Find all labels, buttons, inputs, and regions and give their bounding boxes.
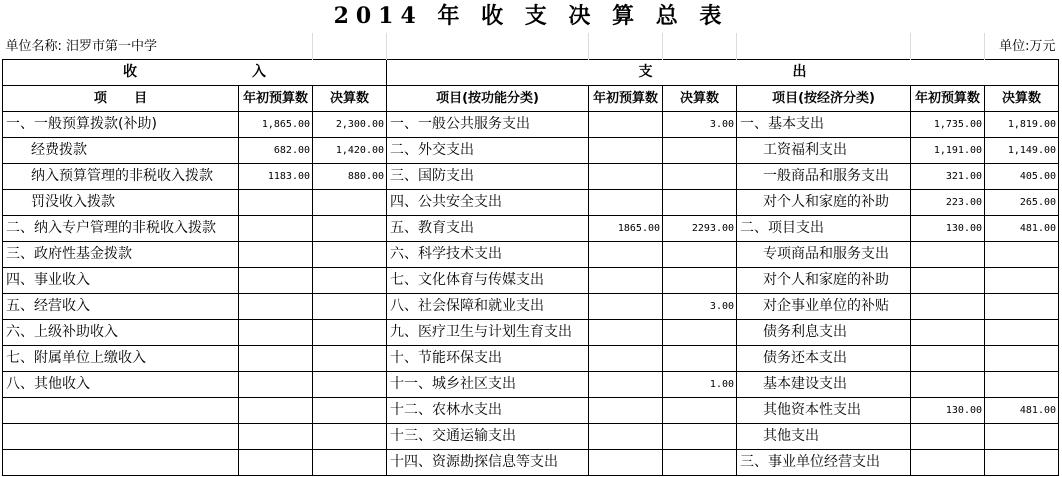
income-final-cell — [313, 268, 387, 294]
income-final-cell — [313, 372, 387, 398]
econ-final-cell — [985, 346, 1059, 372]
org-info — [3, 33, 313, 60]
econ-item-cell: 一般商品和服务支出 — [737, 164, 911, 190]
org-label: 单位名称: — [5, 38, 62, 54]
econ-budget-cell: 321.00 — [911, 164, 985, 190]
table-row — [3, 216, 1059, 242]
econ-item-cell: 债务利息支出 — [737, 320, 911, 346]
econ-budget-cell: 1,191.00 — [911, 138, 985, 164]
income-budget-cell — [239, 346, 313, 372]
func-budget-cell: 1865.00 — [589, 216, 663, 242]
func-budget-cell — [589, 372, 663, 398]
func-item-cell: 八、社会保障和就业支出 — [387, 294, 589, 320]
econ-item-cell: 对个人和家庭的补助 — [737, 268, 911, 294]
func-final-cell — [663, 138, 737, 164]
org-name: 汨罗市第一中学 — [66, 38, 158, 54]
expense-header-b: 出 — [792, 64, 807, 80]
income-final-cell — [313, 424, 387, 450]
income-item-cell: 六、上级补助收入 — [3, 320, 239, 346]
func-final-cell — [663, 346, 737, 372]
func-item-cell: 十三、交通运输支出 — [387, 424, 589, 450]
func-budget-cell — [589, 294, 663, 320]
econ-item-cell: 债务还本支出 — [737, 346, 911, 372]
income-item-cell: 罚没收入拨款 — [3, 190, 239, 216]
income-budget-cell — [239, 398, 313, 424]
income-final-cell: 2,300.00 — [313, 112, 387, 138]
func-budget-cell — [589, 242, 663, 268]
econ-final-cell: 481.00 — [985, 398, 1059, 424]
func-final-cell — [663, 242, 737, 268]
econ-item-cell: 一、基本支出 — [737, 112, 911, 138]
func-item-cell: 十一、城乡社区支出 — [387, 372, 589, 398]
econ-final-cell: 1,819.00 — [985, 112, 1059, 138]
func-budget-cell — [589, 268, 663, 294]
income-budget-cell — [239, 320, 313, 346]
econ-budget-cell — [911, 268, 985, 294]
econ-budget-cell — [911, 242, 985, 268]
data-rows — [3, 112, 1059, 476]
unit-label: 单位:万元 — [999, 38, 1056, 54]
econ-budget-cell — [911, 424, 985, 450]
income-budget-cell — [239, 372, 313, 398]
expense-header-a: 支 — [638, 64, 653, 80]
table-row — [3, 346, 1059, 372]
income-item-cell: 四、事业收入 — [3, 268, 239, 294]
expense-section-header — [387, 60, 1059, 86]
income-budget-cell: 1,865.00 — [239, 112, 313, 138]
econ-item-cell: 对个人和家庭的补助 — [737, 190, 911, 216]
func-budget-cell — [589, 190, 663, 216]
table-row — [3, 242, 1059, 268]
unit-row — [3, 33, 1059, 60]
table-row — [3, 164, 1059, 190]
income-budget-cell — [239, 424, 313, 450]
func-final-cell — [663, 450, 737, 476]
func-item-cell: 三、国防支出 — [387, 164, 589, 190]
col-income-final: 决算数 — [313, 86, 387, 112]
col-func-final: 决算数 — [663, 86, 737, 112]
func-final-cell: 3.00 — [663, 294, 737, 320]
table-row — [3, 424, 1059, 450]
income-final-cell — [313, 320, 387, 346]
income-budget-cell — [239, 268, 313, 294]
econ-budget-cell: 130.00 — [911, 216, 985, 242]
econ-final-cell — [985, 268, 1059, 294]
econ-item-cell: 二、项目支出 — [737, 216, 911, 242]
econ-final-cell — [985, 372, 1059, 398]
table-row — [3, 450, 1059, 476]
income-item-cell — [3, 450, 239, 476]
table-row — [3, 294, 1059, 320]
column-header-row — [3, 86, 1059, 112]
econ-budget-cell — [911, 450, 985, 476]
income-final-cell — [313, 216, 387, 242]
func-budget-cell — [589, 138, 663, 164]
income-budget-cell — [239, 450, 313, 476]
func-final-cell — [663, 164, 737, 190]
func-final-cell — [663, 320, 737, 346]
econ-final-cell — [985, 320, 1059, 346]
table-row — [3, 320, 1059, 346]
income-budget-cell: 682.00 — [239, 138, 313, 164]
income-item-cell: 一、一般预算拨款(补助) — [3, 112, 239, 138]
func-item-cell: 四、公共安全支出 — [387, 190, 589, 216]
econ-final-cell: 405.00 — [985, 164, 1059, 190]
func-budget-cell — [589, 112, 663, 138]
income-final-cell — [313, 190, 387, 216]
econ-item-cell: 专项商品和服务支出 — [737, 242, 911, 268]
col-econ-final: 决算数 — [985, 86, 1059, 112]
func-item-cell: 五、教育支出 — [387, 216, 589, 242]
income-budget-cell — [239, 190, 313, 216]
table-row — [3, 398, 1059, 424]
econ-budget-cell — [911, 294, 985, 320]
col-econ-item: 项目(按经济分类) — [737, 86, 911, 112]
income-final-cell — [313, 398, 387, 424]
income-final-cell — [313, 294, 387, 320]
func-final-cell: 2293.00 — [663, 216, 737, 242]
table-row — [3, 268, 1059, 294]
econ-budget-cell — [911, 320, 985, 346]
econ-item-cell: 基本建设支出 — [737, 372, 911, 398]
func-budget-cell — [589, 320, 663, 346]
econ-budget-cell: 223.00 — [911, 190, 985, 216]
col-func-budget: 年初预算数 — [589, 86, 663, 112]
econ-final-cell — [985, 424, 1059, 450]
income-item-cell — [3, 398, 239, 424]
func-item-cell: 六、科学技术支出 — [387, 242, 589, 268]
income-item-cell: 七、附属单位上缴收入 — [3, 346, 239, 372]
func-item-cell: 九、医疗卫生与计划生育支出 — [387, 320, 589, 346]
income-final-cell — [313, 242, 387, 268]
func-item-cell: 七、文化体育与传媒支出 — [387, 268, 589, 294]
section-header-row — [3, 60, 1059, 86]
econ-final-cell — [985, 242, 1059, 268]
income-final-cell: 1,420.00 — [313, 138, 387, 164]
income-final-cell: 880.00 — [313, 164, 387, 190]
func-budget-cell — [589, 398, 663, 424]
econ-item-cell: 其他资本性支出 — [737, 398, 911, 424]
income-header-b: 入 — [252, 64, 266, 80]
econ-budget-cell: 130.00 — [911, 398, 985, 424]
col-income-budget: 年初预算数 — [239, 86, 313, 112]
report-title: 2014 年 收 支 决 算 总 表 — [333, 3, 729, 29]
income-budget-cell — [239, 294, 313, 320]
income-item-cell — [3, 424, 239, 450]
econ-item-cell: 三、事业单位经营支出 — [737, 450, 911, 476]
income-item-cell: 纳入预算管理的非税收入拨款 — [3, 164, 239, 190]
econ-final-cell: 481.00 — [985, 216, 1059, 242]
econ-budget-cell — [911, 346, 985, 372]
table-row — [3, 190, 1059, 216]
econ-final-cell: 1,149.00 — [985, 138, 1059, 164]
econ-final-cell — [985, 294, 1059, 320]
income-budget-cell: 1183.00 — [239, 164, 313, 190]
income-budget-cell — [239, 216, 313, 242]
col-econ-budget: 年初预算数 — [911, 86, 985, 112]
income-item-cell: 八、其他收入 — [3, 372, 239, 398]
income-final-cell — [313, 346, 387, 372]
col-func-item: 项目(按功能分类) — [387, 86, 589, 112]
func-budget-cell — [589, 450, 663, 476]
func-item-cell: 二、外交支出 — [387, 138, 589, 164]
table-row — [3, 138, 1059, 164]
func-budget-cell — [589, 346, 663, 372]
income-final-cell — [313, 450, 387, 476]
table-row — [3, 372, 1059, 398]
econ-budget-cell — [911, 372, 985, 398]
func-final-cell — [663, 424, 737, 450]
econ-item-cell: 对企事业单位的补贴 — [737, 294, 911, 320]
func-budget-cell — [589, 164, 663, 190]
func-item-cell: 一、一般公共服务支出 — [387, 112, 589, 138]
econ-final-cell — [985, 450, 1059, 476]
func-final-cell: 3.00 — [663, 112, 737, 138]
econ-item-cell: 其他支出 — [737, 424, 911, 450]
func-item-cell: 十四、资源勘探信息等支出 — [387, 450, 589, 476]
income-item-cell: 经费拨款 — [3, 138, 239, 164]
econ-budget-cell: 1,735.00 — [911, 112, 985, 138]
income-section-header — [3, 60, 387, 86]
func-final-cell — [663, 190, 737, 216]
income-header-a: 收 — [123, 64, 137, 80]
income-item-cell: 五、经营收入 — [3, 294, 239, 320]
econ-final-cell: 265.00 — [985, 190, 1059, 216]
table-row — [3, 112, 1059, 138]
func-item-cell: 十二、农林水支出 — [387, 398, 589, 424]
func-budget-cell — [589, 424, 663, 450]
econ-item-cell: 工资福利支出 — [737, 138, 911, 164]
income-item-cell: 二、纳入专户管理的非税收入拨款 — [3, 216, 239, 242]
func-final-cell — [663, 268, 737, 294]
func-final-cell: 1.00 — [663, 372, 737, 398]
func-final-cell — [663, 398, 737, 424]
budget-table — [2, 33, 1059, 476]
col-income-item: 项 目 — [3, 86, 239, 112]
income-item-cell: 三、政府性基金拨款 — [3, 242, 239, 268]
func-item-cell: 十、节能环保支出 — [387, 346, 589, 372]
income-budget-cell — [239, 242, 313, 268]
